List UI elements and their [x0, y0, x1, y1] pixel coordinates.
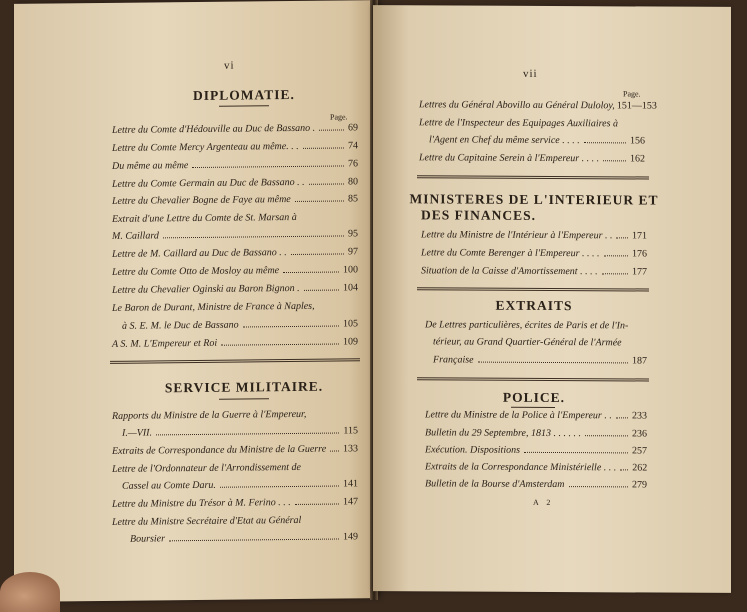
section-double-rule: [417, 175, 649, 179]
toc-entry-line: Le Baron de Durant, Ministre de France à Naples,: [112, 300, 315, 314]
heading-rule: [219, 398, 269, 400]
heading-diplomatie: DIPLOMATIE.: [193, 86, 295, 104]
toc-entry: l'Agent en Chef du même service . . . . 156: [429, 134, 645, 147]
toc-entry: I.—VII. 115: [122, 425, 358, 439]
signature-mark: A 2: [533, 497, 554, 508]
toc-entry-line: De Lettres particulières, écrites de Paris et de l'In-: [425, 319, 629, 332]
toc-entry: Exécution. Dispositions 257: [425, 444, 647, 457]
toc-entry-line: térieur, au Grand Quartier-Général de l'Armée: [433, 336, 622, 349]
toc-entry: Lettre du Comte Otto de Mosloy au même 100: [112, 264, 358, 278]
toc-entry: Bulletin de la Bourse d'Amsterdam 279: [425, 478, 647, 491]
left-page: [14, 0, 378, 602]
toc-entry: Boursier 149: [130, 531, 358, 545]
page-column-label: Page.: [623, 89, 641, 99]
toc-entry: Lettre du Chevalier Oginski au Baron Bignon . 104: [112, 282, 358, 296]
toc-entry: Lettre du Comte Mercy Argenteau au même. . . 74: [112, 140, 358, 154]
toc-entry-line: Lettre de l'Ordonnateur de l'Arrondissement de: [112, 461, 301, 475]
section-double-rule: [417, 377, 649, 381]
right-page: [373, 5, 731, 593]
heading-rule: [219, 105, 269, 107]
toc-entry: à S. E. M. le Duc de Bassano 105: [122, 318, 358, 332]
heading-ministeres-line1: MINISTERES DE L'INTERIEUR ET: [409, 191, 659, 208]
toc-entry-line: Extrait d'une Lettre du Comte de St. Marsan à: [112, 211, 297, 225]
toc-entry: Situation de la Caisse d'Amortissement . . . . 177: [421, 265, 647, 278]
toc-entry: Lettre du Ministre du Trésor à M. Ferino . . . 147: [112, 496, 358, 510]
page-number-vii: vii: [523, 67, 538, 80]
thumb: [0, 572, 60, 612]
toc-entry: Lettre du Chevalier Bogne de Faye au même 85: [112, 193, 358, 207]
toc-entry: Lettre du Comte Berenger à l'Empereur . . . . 176: [421, 247, 647, 260]
toc-entry: M. Caillard 95: [112, 228, 358, 242]
toc-entry: Lettre du Ministre de l'Intérieur à l'Empereur . . 171: [421, 229, 647, 242]
toc-entry: Lettre du Comte Germain au Duc de Bassano . . 80: [112, 176, 358, 190]
section-double-rule: [417, 287, 649, 291]
toc-entry: Bulletin du 29 Septembre, 1813 . . . . . . 236: [425, 427, 647, 440]
toc-entry: Lettre du Comte d'Hédouville au Duc de Bassano . 69: [112, 122, 358, 136]
toc-entry: Française 187: [433, 354, 647, 367]
toc-entry: Lettre de M. Caillard au Duc de Bassano . . 97: [112, 246, 358, 260]
page-number-vi: vi: [224, 59, 235, 72]
section-double-rule: [110, 358, 360, 364]
toc-entry: Du même au même 76: [112, 158, 358, 172]
heading-service-militaire: SERVICE MILITAIRE.: [164, 378, 324, 396]
toc-entry: Lettre du Ministre de la Police à l'Empereur . . 233: [425, 409, 647, 422]
toc-entry: Extraits de la Correspondance Ministérielle . . . 262: [425, 461, 648, 474]
heading-rule: [511, 407, 555, 408]
page-column-label: Page.: [330, 112, 348, 122]
toc-entry: Lettre du Capitaine Serein à l'Empereur . . . . 162: [419, 152, 645, 165]
toc-entry-line: Lettre du Ministre Secrétaire d'Etat au Général: [112, 514, 302, 528]
toc-entry: Lettres du Général Abovillo au Général Duloloy, 151—153: [419, 99, 657, 112]
toc-entry: Cassel au Comte Daru. 141: [122, 478, 358, 492]
heading-police: POLICE.: [502, 389, 566, 406]
heading-ministeres-line2: DES FINANCES.: [421, 207, 537, 223]
toc-entry-line: Rapports du Ministre de la Guerre à l'Empereur,: [112, 408, 307, 422]
toc-entry: Extraits de Correspondance du Ministre de la Guerre 133: [112, 443, 358, 457]
toc-entry: A S. M. L'Empereur et Roi 109: [112, 336, 358, 350]
toc-entry-line: Lettre de l'Inspecteur des Equipages Auxiliaires à: [419, 117, 618, 130]
heading-extraits: EXTRAITS: [495, 297, 573, 314]
